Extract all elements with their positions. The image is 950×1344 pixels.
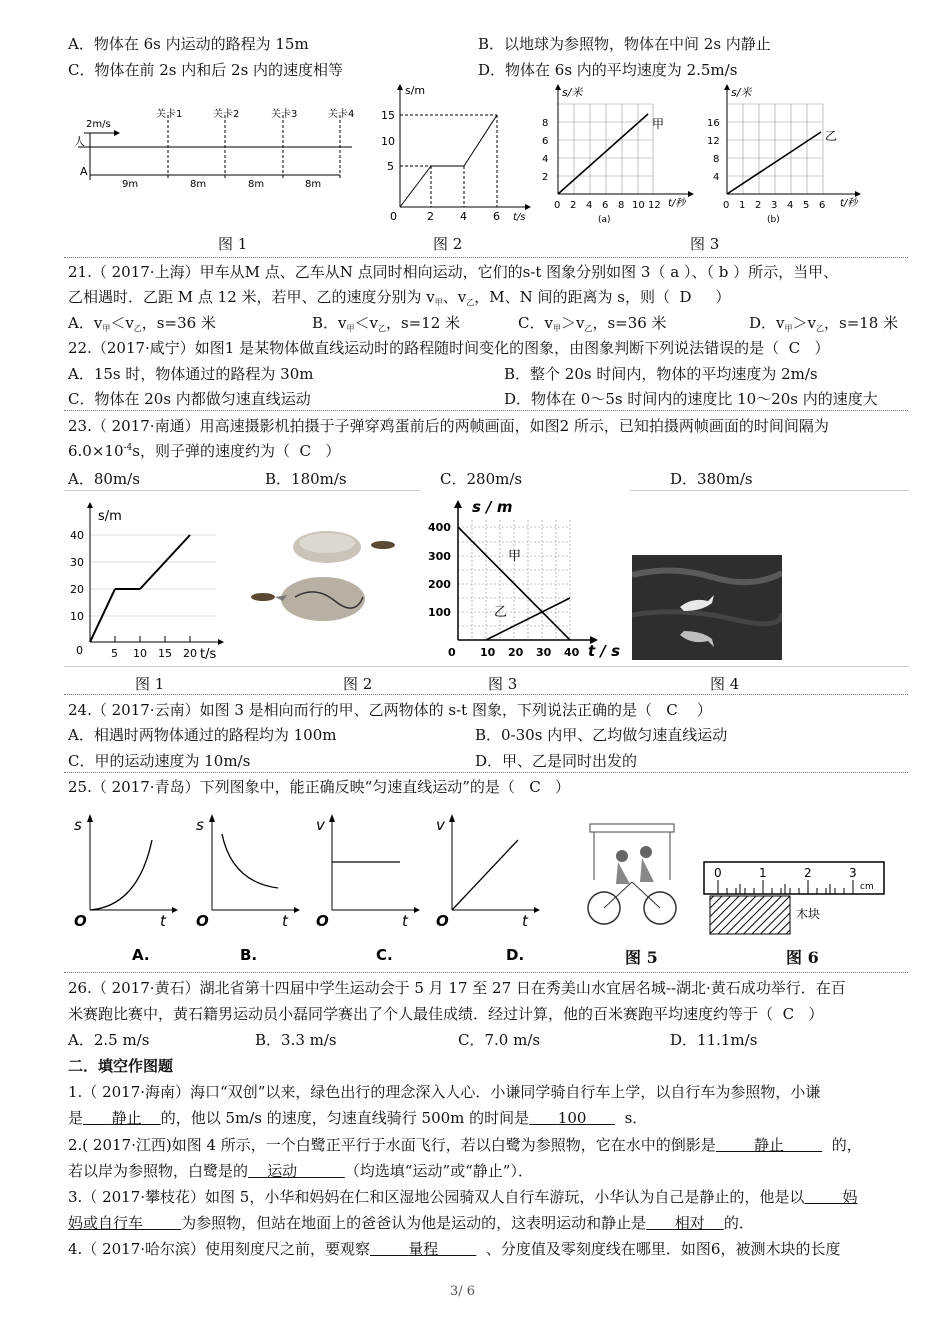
q22-option-d: D．物体在 0～5s 时间内的速度比 10～20s 内的速度大 bbox=[504, 390, 878, 408]
q24-option-c: C．甲的运动速度为 10m/s bbox=[68, 752, 251, 770]
x-axis-label: t/秒 bbox=[840, 198, 858, 209]
q22-answer: C bbox=[788, 339, 801, 357]
figure-caption: 图 6 bbox=[786, 948, 819, 967]
y-tick: 20 bbox=[70, 583, 84, 596]
bullet-egg-photo bbox=[235, 505, 420, 655]
x-tick: 2 bbox=[570, 200, 577, 211]
option-c: C．物体在前 2s 内和后 2s 内的速度相等 bbox=[68, 61, 344, 79]
y-tick: 400 bbox=[428, 521, 451, 534]
q23-option-d: D．380m/s bbox=[670, 470, 753, 488]
y-tick: 10 bbox=[381, 135, 395, 148]
fill-q1-line1: 1.（ 2017·海南）海口“双创”以来，绿色出行的理念深入人心．小谦同学骑自行车上学，以自行车为参照物，小谦 bbox=[68, 1083, 821, 1101]
x-tick: 6 bbox=[819, 200, 826, 211]
block-label: 木块 bbox=[796, 907, 821, 921]
x-tick: 3 bbox=[771, 200, 778, 211]
x-tick: 10 bbox=[632, 200, 645, 211]
x-axis-label: t bbox=[282, 912, 288, 930]
q23-answer: C bbox=[299, 442, 312, 460]
q24-stem: 24.（ 2017·云南）如图 3 是相向而行的甲、乙两物体的 s-t 图象，下列说法正确的是（ C ） bbox=[68, 701, 712, 719]
x-tick: 1 bbox=[739, 200, 746, 211]
y-axis-label: s/米 bbox=[562, 86, 583, 99]
y-axis-label: s bbox=[196, 816, 204, 834]
checkpoint-label: 关卡1 bbox=[156, 109, 183, 120]
q21-option-b: B．$v_甲<v_乙$，s=12 米 bbox=[312, 314, 461, 333]
series-label-yi: 乙 bbox=[825, 129, 838, 143]
st-graph-row2-fig1 bbox=[68, 500, 233, 665]
ruler-tick: 2 bbox=[804, 866, 812, 880]
q22-option-c: C．物体在 20s 内都做匀速直线运动 bbox=[68, 390, 311, 408]
y-tick: 30 bbox=[70, 556, 84, 569]
fill-answer: 静止 bbox=[111, 1109, 142, 1127]
graph-option-label: C. bbox=[376, 946, 393, 964]
x-tick: 15 bbox=[158, 647, 172, 660]
ruler-tick: 3 bbox=[849, 866, 857, 880]
section-title: 二．填空作图题 bbox=[68, 1057, 174, 1075]
q21-option-a: A．$v_甲<v_乙$，s=36 米 bbox=[68, 314, 216, 333]
fill-q1-line2: 是 静止 的，他以 5m/s 的速度，匀速直线骑行 500m 的时间是 100 s． bbox=[68, 1109, 648, 1127]
tandem-bike-illustration bbox=[582, 820, 682, 930]
q23-option-b: B．180m/s bbox=[265, 470, 347, 488]
fill-answer: 静止 bbox=[753, 1136, 784, 1154]
origin-label: O bbox=[316, 912, 329, 930]
x-tick: 5 bbox=[803, 200, 810, 211]
y-tick: 10 bbox=[70, 610, 84, 623]
q26-option-a: A．2.5 m/s bbox=[68, 1031, 150, 1049]
q26-option-c: C．7.0 m/s bbox=[458, 1031, 541, 1049]
y-tick: 8 bbox=[713, 154, 720, 165]
y-tick: 6 bbox=[542, 136, 549, 147]
figure-caption: 图 1 bbox=[218, 235, 248, 253]
x-tick: 6 bbox=[602, 200, 609, 211]
x-tick: 20 bbox=[183, 647, 197, 660]
checkpoint-label: 关卡4 bbox=[328, 109, 355, 120]
fill-answer: 100 bbox=[557, 1109, 587, 1127]
checkpoint-label: 关卡2 bbox=[213, 109, 240, 120]
y-tick: 40 bbox=[70, 529, 84, 542]
fill-answer: 运动 bbox=[267, 1162, 298, 1180]
figure-caption: 图 4 bbox=[710, 675, 740, 693]
y-axis-label: s/米 bbox=[731, 86, 752, 99]
q21-line2: 乙相遇时．乙距 M 点 12 米，若甲、乙的速度分别为 $v_甲$、$v_乙$，M、N 间的距离为 s，则（ D ） bbox=[68, 288, 731, 307]
fill-q4-line1: 4.（ 2017·哈尔滨）使用刻度尺之前，要观察 量程 、分度值及零刻度线在哪里．如图6，被测木块的长度 bbox=[68, 1240, 841, 1258]
q24-option-b: B．0-30s 内甲、乙均做匀速直线运动 bbox=[475, 726, 728, 744]
y-tick: 2 bbox=[542, 172, 549, 183]
y-axis-label: v bbox=[316, 816, 325, 834]
figure-caption: 图 1 bbox=[135, 675, 165, 693]
y-axis-label: s / m bbox=[472, 498, 513, 516]
q26-answer: C bbox=[782, 1005, 795, 1023]
origin-label: O bbox=[196, 912, 209, 930]
subfigure-label: (a) bbox=[598, 215, 611, 224]
subfigure-label: (b) bbox=[767, 215, 780, 224]
st-graph-fig2 bbox=[375, 82, 535, 222]
x-axis-label: t bbox=[160, 912, 166, 930]
st-graph-row2-fig3 bbox=[420, 490, 630, 665]
y-tick: 16 bbox=[707, 118, 720, 129]
x-tick: 8 bbox=[618, 200, 625, 211]
x-tick: 0 bbox=[390, 210, 397, 222]
y-tick: 100 bbox=[428, 606, 451, 619]
x-tick: 4 bbox=[460, 210, 467, 222]
q26-option-d: D．11.1m/s bbox=[670, 1031, 758, 1049]
figure-caption: 图 3 bbox=[690, 235, 720, 253]
x-tick: 0 bbox=[554, 200, 561, 211]
x-tick: 5 bbox=[111, 647, 118, 660]
graph-c bbox=[310, 810, 425, 970]
option-a: A．物体在 6s 内运动的路程为 15m bbox=[68, 35, 309, 53]
ruler-tick: 0 bbox=[714, 866, 722, 880]
graph-a bbox=[68, 810, 183, 970]
page-number: 3/ 6 bbox=[450, 1284, 476, 1299]
q23-option-c: C．280m/s bbox=[440, 470, 523, 488]
person-label: 人 bbox=[74, 135, 85, 148]
q24-answer: C bbox=[666, 701, 678, 719]
y-axis-label: s bbox=[74, 816, 82, 834]
ruler-diagram bbox=[700, 858, 890, 938]
fill-q3-line1: 3.（ 2017·攀枝花）如图 5，小华和妈妈在仁和区湿地公园骑双人自行车游玩，小华认为自己是静止的，他是以 妈 bbox=[68, 1188, 858, 1206]
y-tick: 4 bbox=[713, 172, 720, 183]
graph-b bbox=[190, 810, 305, 970]
y-tick: 12 bbox=[707, 136, 720, 147]
fill-q2-line1: 2.( 2017·江西)如图 4 所示，一个白鹭正平行于水面飞行，若以白鹭为参照物，它在水中的倒影是 静止 的， bbox=[68, 1136, 862, 1154]
y-tick: 4 bbox=[542, 154, 549, 165]
x-axis-label: t/秒 bbox=[668, 198, 686, 209]
x-axis-label: t/s bbox=[200, 647, 217, 662]
q21-option-c: C．$v_甲>v_乙$，s=36 米 bbox=[518, 314, 667, 333]
ruler-tick: 1 bbox=[759, 866, 767, 880]
figure-caption: 图 2 bbox=[343, 675, 373, 693]
q22-stem: 22.（2017·咸宁）如图1 是某物体做直线运动时的路程随时间变化的图象，由图象判断下列说法错误的是（ C ） bbox=[68, 339, 830, 357]
x-axis-label: t / s bbox=[588, 642, 621, 660]
y-tick: 8 bbox=[542, 118, 549, 129]
option-b: B．以地球为参照物，物体在中间 2s 内静止 bbox=[478, 35, 771, 53]
q21-answer: D bbox=[679, 288, 692, 306]
x-tick: 4 bbox=[586, 200, 593, 211]
x-axis-label: t bbox=[522, 912, 528, 930]
q26-line2: 米赛跑比赛中，黄石籍男运动员小磊同学赛出了个人最佳成绩．经过计算，他的百米赛跑平均速度约等于（ C ） bbox=[68, 1005, 824, 1023]
speed-label: 2m/s bbox=[86, 119, 111, 130]
graph-option-label: A. bbox=[132, 946, 150, 964]
checkpoint-diagram bbox=[70, 105, 360, 195]
figure-caption: 图 3 bbox=[488, 675, 518, 693]
q23-line2: $6.0\times 10^{-4}s$，则子弹的速度约为（ C ） bbox=[68, 442, 341, 460]
x-axis-label: t bbox=[402, 912, 408, 930]
distance-label: 9m bbox=[122, 179, 139, 190]
graph-option-label: D. bbox=[506, 946, 525, 964]
figure-caption: 图 5 bbox=[625, 948, 658, 967]
st-graph-fig3b bbox=[705, 84, 870, 224]
x-tick: 0 bbox=[448, 646, 456, 659]
q24-option-d: D．甲、乙是同时出发的 bbox=[475, 752, 638, 770]
fill-q3-line2: 妈或自行车 为参照物，但站在地面上的爸爸认为他是运动的，这表明运动和静止是 相对 的． bbox=[68, 1214, 754, 1232]
graph-option-label: B. bbox=[240, 946, 258, 964]
fill-q2-line2: 若以岸为参照物，白鹭是的 运动 （均选填“运动”或“静止”）． bbox=[68, 1162, 533, 1180]
figure-caption: 图 2 bbox=[433, 235, 463, 253]
y-axis-label: s/m bbox=[98, 509, 122, 524]
fill-answer: 量程 bbox=[408, 1240, 439, 1258]
start-label: A bbox=[80, 165, 88, 178]
distance-label: 8m bbox=[190, 179, 207, 190]
checkpoint-label: 关卡3 bbox=[271, 109, 298, 120]
origin-label: O bbox=[436, 912, 449, 930]
ruler-unit: cm bbox=[860, 882, 874, 892]
fill-answer: 相对 bbox=[674, 1214, 705, 1232]
q25-answer: C bbox=[529, 778, 541, 796]
origin-label: O bbox=[74, 912, 87, 930]
series-label-yi: 乙 bbox=[494, 605, 508, 620]
x-tick: 2 bbox=[755, 200, 762, 211]
distance-label: 8m bbox=[305, 179, 322, 190]
x-tick: 30 bbox=[536, 646, 552, 659]
q21-option-d: D．$v_甲>v_乙$，s=18 米 bbox=[749, 314, 899, 333]
q22-option-a: A．15s 时，物体通过的路程为 30m bbox=[68, 365, 314, 383]
q26-line1: 26.（ 2017·黄石）湖北省第十四届中学生运动会于 5 月 17 至 27 日在秀美山水宜居名城--湖北·黄石成功举行．在百 bbox=[68, 979, 846, 997]
x-tick: 0 bbox=[723, 200, 730, 211]
q26-option-b: B．3.3 m/s bbox=[255, 1031, 337, 1049]
y-axis-label: v bbox=[436, 816, 445, 834]
series-label-jia: 甲 bbox=[508, 549, 522, 564]
y-tick: 5 bbox=[387, 160, 394, 173]
st-graph-fig3a bbox=[538, 84, 698, 224]
y-tick: 200 bbox=[428, 578, 451, 591]
x-axis-label: t/s bbox=[513, 212, 526, 222]
distance-label: 8m bbox=[248, 179, 265, 190]
x-tick: 40 bbox=[564, 646, 580, 659]
x-tick: 12 bbox=[648, 200, 661, 211]
x-tick: 10 bbox=[480, 646, 496, 659]
q23-option-a: A．80m/s bbox=[68, 470, 140, 488]
x-tick: 6 bbox=[493, 210, 500, 222]
x-tick: 0 bbox=[76, 644, 83, 657]
y-tick: 15 bbox=[381, 109, 395, 122]
x-tick: 4 bbox=[787, 200, 794, 211]
q23-line1: 23.（ 2017·南通）用高速摄影机拍摄于子弹穿鸡蛋前后的两帧画面，如图2 所示，已知拍摄两帧画面的时间间隔为 bbox=[68, 417, 829, 435]
x-tick: 10 bbox=[133, 647, 147, 660]
fill-answer: 妈 bbox=[842, 1188, 858, 1206]
series-label-jia: 甲 bbox=[652, 117, 665, 131]
egret-photo bbox=[632, 555, 782, 660]
q22-option-b: B．整个 20s 时间内，物体的平均速度为 2m/s bbox=[504, 365, 818, 383]
y-tick: 300 bbox=[428, 550, 451, 563]
q21-line1: 21.（ 2017·上海）甲车从M 点、乙车从N 点同时相向运动，它们的s-t 图象分别如图 3（ a ）、（ b ）所示，当甲、 bbox=[68, 263, 839, 281]
x-tick: 20 bbox=[508, 646, 524, 659]
graph-d bbox=[430, 810, 545, 970]
q25-stem: 25.（ 2017·青岛）下列图象中，能正确反映“匀速直线运动”的是（ C ） bbox=[68, 778, 571, 796]
y-axis-label: s/m bbox=[405, 84, 426, 97]
option-d: D．物体在 6s 内的平均速度为 2.5m/s bbox=[478, 61, 738, 79]
q24-option-a: A．相遇时两物体通过的路程均为 100m bbox=[68, 726, 337, 744]
x-tick: 2 bbox=[427, 210, 434, 222]
